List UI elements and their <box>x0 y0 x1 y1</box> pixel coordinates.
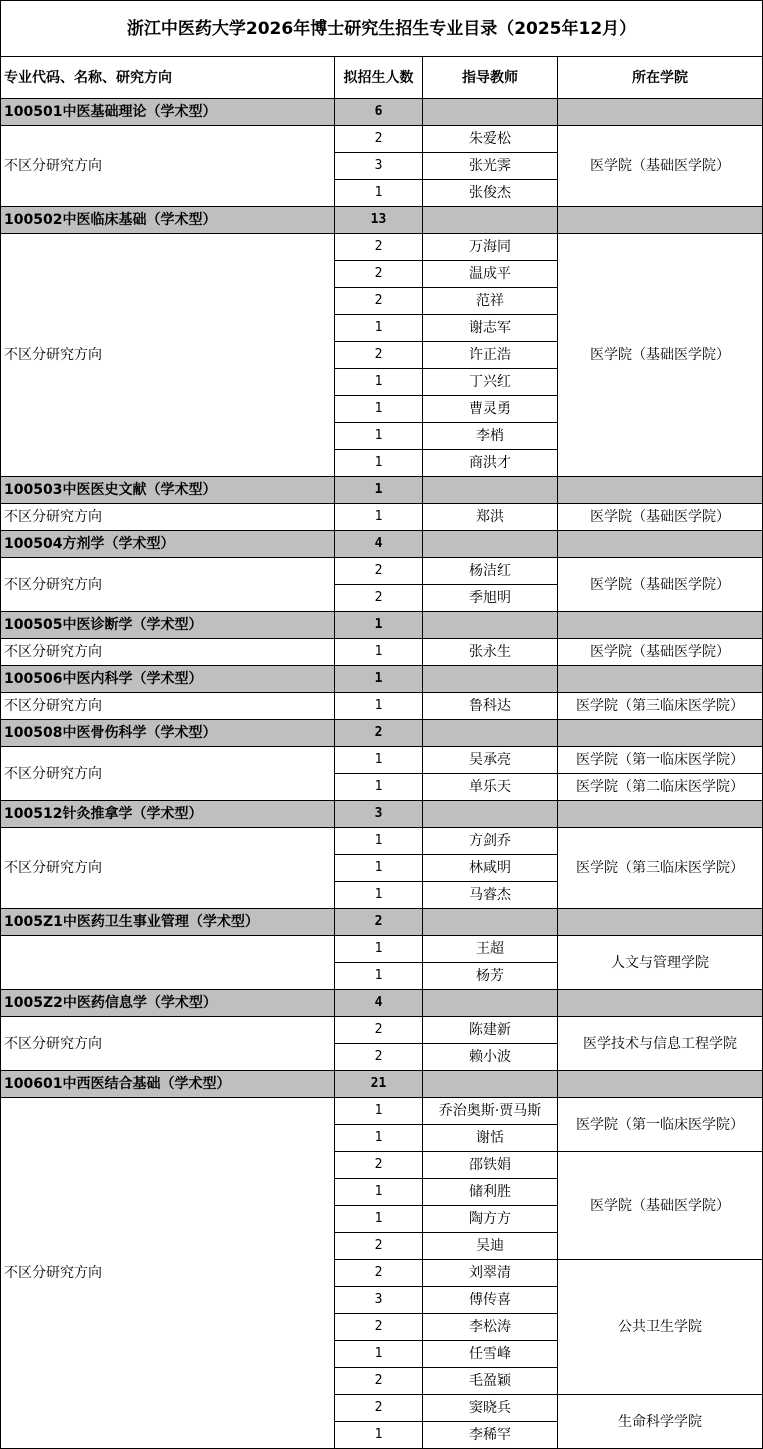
advisor-quota: 3 <box>335 153 423 180</box>
empty-cell <box>423 1071 558 1098</box>
advisor-name: 任雪峰 <box>423 1341 558 1368</box>
section-header-row <box>1 720 763 747</box>
major-total-quota: 1 <box>335 477 423 504</box>
research-direction: 不区分研究方向 <box>1 504 335 531</box>
advisor-name: 刘翠清 <box>423 1260 558 1287</box>
advisor-name: 方剑乔 <box>423 828 558 855</box>
college-name: 医学院（第一临床医学院） <box>558 1098 763 1152</box>
research-direction: 不区分研究方向 <box>1 828 335 909</box>
empty-cell <box>558 207 763 234</box>
major-total-quota: 1 <box>335 666 423 693</box>
major-total-quota: 6 <box>335 99 423 126</box>
college-name: 公共卫生学院 <box>558 1260 763 1395</box>
advisor-row <box>1 126 763 153</box>
header-college: 所在学院 <box>558 57 763 99</box>
empty-cell <box>423 477 558 504</box>
research-direction: 不区分研究方向 <box>1 234 335 477</box>
advisor-quota: 2 <box>335 1314 423 1341</box>
advisor-name: 毛盈颖 <box>423 1368 558 1395</box>
college-name: 医学院（基础医学院） <box>558 126 763 207</box>
major-total-quota: 3 <box>335 801 423 828</box>
section-header-row <box>1 531 763 558</box>
college-name: 医学技术与信息工程学院 <box>558 1017 763 1071</box>
major-name: 1005Z1中医药卫生事业管理（学术型） <box>1 909 335 936</box>
advisor-quota: 3 <box>335 1287 423 1314</box>
major-total-quota: 1 <box>335 612 423 639</box>
advisor-quota: 2 <box>335 1152 423 1179</box>
major-total-quota: 21 <box>335 1071 423 1098</box>
major-name: 1005Z2中医药信息学（学术型） <box>1 990 335 1017</box>
advisor-quota: 2 <box>335 585 423 612</box>
advisor-name: 谢恬 <box>423 1125 558 1152</box>
advisor-quota: 1 <box>335 180 423 207</box>
advisor-quota: 1 <box>335 396 423 423</box>
advisor-quota: 1 <box>335 774 423 801</box>
advisor-name: 丁兴红 <box>423 369 558 396</box>
advisor-name: 郑洪 <box>423 504 558 531</box>
section-header-row <box>1 99 763 126</box>
college-name: 生命科学学院 <box>558 1395 763 1449</box>
advisor-quota: 1 <box>335 369 423 396</box>
advisor-name: 储利胜 <box>423 1179 558 1206</box>
advisor-quota: 2 <box>335 1044 423 1071</box>
advisor-quota: 2 <box>335 1017 423 1044</box>
advisor-row <box>1 504 763 531</box>
research-direction: 不区分研究方向 <box>1 639 335 666</box>
major-name: 100512针灸推拿学（学术型） <box>1 801 335 828</box>
advisor-name: 吴迪 <box>423 1233 558 1260</box>
advisor-quota: 1 <box>335 693 423 720</box>
major-name: 100504方剂学（学术型） <box>1 531 335 558</box>
major-total-quota: 2 <box>335 909 423 936</box>
advisor-name: 张永生 <box>423 639 558 666</box>
research-direction: 不区分研究方向 <box>1 558 335 612</box>
empty-cell <box>558 531 763 558</box>
advisor-row <box>1 1017 763 1044</box>
advisor-name: 朱爱松 <box>423 126 558 153</box>
advisor-name: 赖小波 <box>423 1044 558 1071</box>
empty-cell <box>423 990 558 1017</box>
advisor-row <box>1 558 763 585</box>
empty-cell <box>558 720 763 747</box>
title-row <box>1 1 763 57</box>
empty-cell <box>558 99 763 126</box>
advisor-row <box>1 234 763 261</box>
advisor-quota: 2 <box>335 1395 423 1422</box>
research-direction: 不区分研究方向 <box>1 1098 335 1449</box>
section-header-row <box>1 909 763 936</box>
advisor-name: 马睿杰 <box>423 882 558 909</box>
empty-cell <box>558 1071 763 1098</box>
advisor-name: 陈建新 <box>423 1017 558 1044</box>
header-row <box>1 57 763 99</box>
section-header-row <box>1 477 763 504</box>
advisor-name: 乔治奥斯·贾马斯 <box>423 1098 558 1125</box>
advisor-quota: 2 <box>335 1368 423 1395</box>
empty-cell <box>423 909 558 936</box>
advisor-name: 温成平 <box>423 261 558 288</box>
advisor-quota: 1 <box>335 639 423 666</box>
advisor-quota: 1 <box>335 855 423 882</box>
research-direction: 不区分研究方向 <box>1 747 335 801</box>
advisor-quota: 2 <box>335 342 423 369</box>
advisor-quota: 2 <box>335 234 423 261</box>
advisor-name: 李稀罕 <box>423 1422 558 1449</box>
college-name: 医学院（第一临床医学院） <box>558 747 763 774</box>
research-direction: 不区分研究方向 <box>1 693 335 720</box>
empty-cell <box>558 990 763 1017</box>
advisor-row <box>1 639 763 666</box>
empty-cell <box>423 801 558 828</box>
major-total-quota: 4 <box>335 531 423 558</box>
advisor-quota: 1 <box>335 1179 423 1206</box>
college-name: 医学院（基础医学院） <box>558 504 763 531</box>
advisor-name: 鲁科达 <box>423 693 558 720</box>
advisor-quota: 2 <box>335 1233 423 1260</box>
advisor-row <box>1 828 763 855</box>
advisor-name: 许正浩 <box>423 342 558 369</box>
empty-cell <box>558 477 763 504</box>
section-header-row <box>1 666 763 693</box>
empty-cell <box>423 612 558 639</box>
empty-cell <box>423 720 558 747</box>
advisor-name: 张俊杰 <box>423 180 558 207</box>
college-name: 医学院（基础医学院） <box>558 234 763 477</box>
advisor-name: 杨洁红 <box>423 558 558 585</box>
research-direction <box>1 936 335 990</box>
advisor-row <box>1 693 763 720</box>
advisor-name: 王超 <box>423 936 558 963</box>
advisor-name: 傅传喜 <box>423 1287 558 1314</box>
empty-cell <box>423 666 558 693</box>
advisor-name: 范祥 <box>423 288 558 315</box>
major-name: 100601中西医结合基础（学术型） <box>1 1071 335 1098</box>
advisor-name: 邵铁娟 <box>423 1152 558 1179</box>
advisor-quota: 1 <box>335 828 423 855</box>
college-name: 医学院（基础医学院） <box>558 1152 763 1260</box>
major-total-quota: 13 <box>335 207 423 234</box>
advisor-name: 窦晓兵 <box>423 1395 558 1422</box>
advisor-row <box>1 747 763 774</box>
advisor-name: 李松涛 <box>423 1314 558 1341</box>
major-name: 100501中医基础理论（学术型） <box>1 99 335 126</box>
advisor-name: 单乐天 <box>423 774 558 801</box>
advisor-quota: 1 <box>335 1098 423 1125</box>
advisor-quota: 1 <box>335 1422 423 1449</box>
advisor-name: 李梢 <box>423 423 558 450</box>
research-direction: 不区分研究方向 <box>1 1017 335 1071</box>
empty-cell <box>423 99 558 126</box>
advisor-row <box>1 1098 763 1125</box>
advisor-name: 商洪才 <box>423 450 558 477</box>
advisor-quota: 1 <box>335 450 423 477</box>
page-title: 浙江中医药大学2026年博士研究生招生专业目录（2025年12月） <box>1 1 763 57</box>
header-quota: 拟招生人数 <box>335 57 423 99</box>
college-name: 医学院（基础医学院） <box>558 639 763 666</box>
college-name: 医学院（第三临床医学院） <box>558 828 763 909</box>
advisor-name: 谢志军 <box>423 315 558 342</box>
major-total-quota: 4 <box>335 990 423 1017</box>
section-header-row <box>1 801 763 828</box>
major-name: 100502中医临床基础（学术型） <box>1 207 335 234</box>
advisor-quota: 1 <box>335 963 423 990</box>
major-name: 100503中医医史文献（学术型） <box>1 477 335 504</box>
advisor-quota: 2 <box>335 126 423 153</box>
college-name: 医学院（基础医学院） <box>558 558 763 612</box>
empty-cell <box>558 666 763 693</box>
advisor-quota: 1 <box>335 423 423 450</box>
advisor-quota: 2 <box>335 288 423 315</box>
advisor-quota: 1 <box>335 1206 423 1233</box>
empty-cell <box>558 909 763 936</box>
advisor-name: 吴承亮 <box>423 747 558 774</box>
section-header-row <box>1 990 763 1017</box>
advisor-name: 曹灵勇 <box>423 396 558 423</box>
advisor-name: 林咸明 <box>423 855 558 882</box>
research-direction: 不区分研究方向 <box>1 126 335 207</box>
empty-cell <box>558 801 763 828</box>
college-name: 医学院（第二临床医学院） <box>558 774 763 801</box>
major-name: 100506中医内科学（学术型） <box>1 666 335 693</box>
section-header-row <box>1 207 763 234</box>
empty-cell <box>558 612 763 639</box>
header-major: 专业代码、名称、研究方向 <box>1 57 335 99</box>
advisor-quota: 1 <box>335 882 423 909</box>
advisor-quota: 1 <box>335 1341 423 1368</box>
advisor-quota: 1 <box>335 936 423 963</box>
empty-cell <box>423 531 558 558</box>
advisor-name: 张光霁 <box>423 153 558 180</box>
advisor-name: 季旭明 <box>423 585 558 612</box>
advisor-quota: 1 <box>335 504 423 531</box>
advisor-name: 陶方方 <box>423 1206 558 1233</box>
advisor-quota: 1 <box>335 1125 423 1152</box>
college-name: 医学院（第三临床医学院） <box>558 693 763 720</box>
advisor-row <box>1 936 763 963</box>
major-name: 100505中医诊断学（学术型） <box>1 612 335 639</box>
advisor-name: 杨芳 <box>423 963 558 990</box>
advisor-quota: 1 <box>335 747 423 774</box>
college-name: 人文与管理学院 <box>558 936 763 990</box>
section-header-row <box>1 612 763 639</box>
advisor-quota: 2 <box>335 261 423 288</box>
header-advisor: 指导教师 <box>423 57 558 99</box>
empty-cell <box>423 207 558 234</box>
advisor-quota: 2 <box>335 1260 423 1287</box>
advisor-quota: 2 <box>335 558 423 585</box>
major-total-quota: 2 <box>335 720 423 747</box>
advisor-quota: 1 <box>335 315 423 342</box>
advisor-name: 万海同 <box>423 234 558 261</box>
section-header-row <box>1 1071 763 1098</box>
major-name: 100508中医骨伤科学（学术型） <box>1 720 335 747</box>
